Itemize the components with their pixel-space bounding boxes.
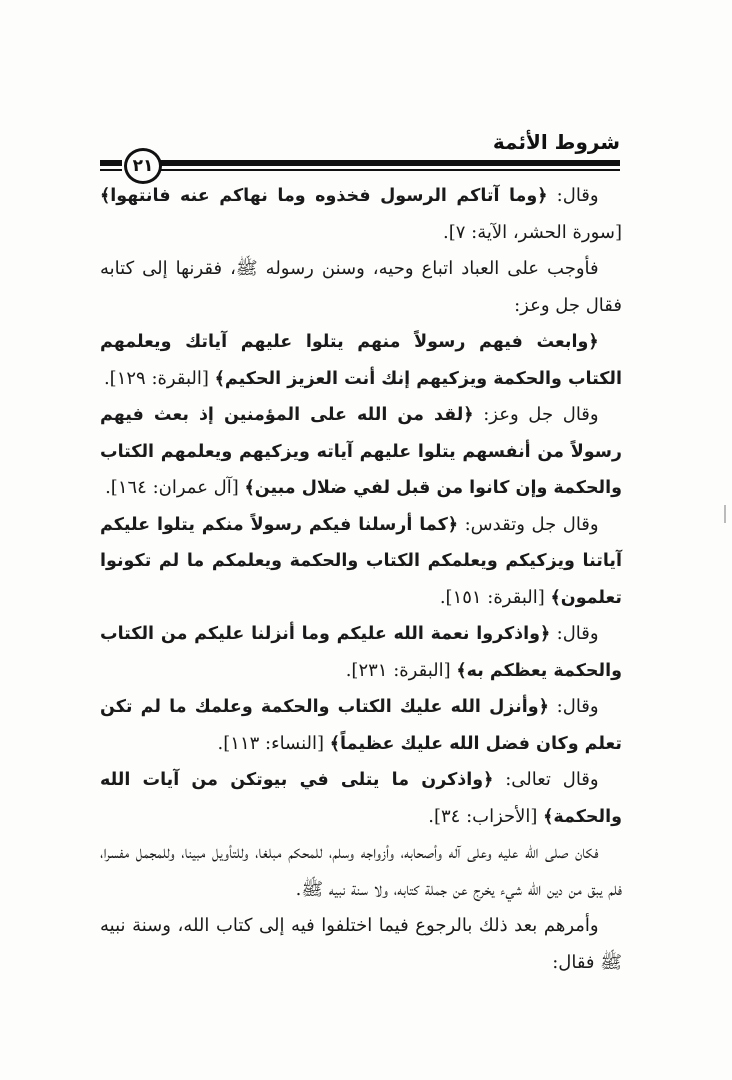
header-rule-left-thin: [100, 169, 122, 171]
paragraph: [100, 178, 622, 251]
paragraph: [100, 689, 622, 762]
paragraph-intro: وقال:: [548, 696, 599, 717]
verse-reference: [النساء: ١١٣].: [217, 732, 330, 754]
quran-verse: ﴿لقد من الله على المؤمنين إذ بعث فيهم رسولاً من أنفسهم يتلوا عليهم آياته ويزكيهم ويعلمهم الكتاب والحكمة وإن كانوا من قبل لفي ضلال مبين﴾: [100, 405, 622, 498]
paragraph: [100, 251, 622, 324]
header-rule-thin: [160, 169, 620, 171]
body-text: [100, 178, 622, 981]
paragraph: [100, 616, 622, 689]
paragraph-intro: وأمرهم بعد ذلك بالرجوع فيما اختلفوا فيه إلى كتاب الله، وسنة نبيه ﷺ فقال:: [100, 915, 622, 973]
paragraph: [100, 835, 622, 908]
scan-mark: [724, 505, 726, 523]
paragraph-intro: فكان صلى الله عليه وعلى آله وأصحابه، وأزواجه وسلم، للمحكم مبلغا، وللتأويل مبينا، وللمجمل مفسرا، فلم يبق من دين الله شيء يخرج عن جملة كتابه، ولا سنة نبيه ﷺ.: [100, 842, 622, 900]
page-header: [100, 124, 620, 184]
header-rule-left-thick: [100, 160, 122, 166]
paragraph-intro: وقال:: [547, 185, 599, 206]
quran-verse: ﴿واذكروا نعمة الله عليكم وما أنزلنا عليكم من الكتاب والحكمة يعظكم به﴾: [100, 624, 622, 681]
header-rule-thick: [160, 160, 620, 166]
verse-reference: [آل عمران: ١٦٤].: [105, 477, 245, 498]
verse-reference: [البقرة: ١٢٩].: [103, 367, 215, 389]
paragraph: [100, 397, 622, 507]
paragraph: [100, 908, 622, 981]
quran-verse: ﴿وأنزل الله عليك الكتاب والحكمة وعلمك ما لم تكن تعلم وكان فضل الله عليك عظيماً﴾: [100, 697, 622, 754]
paragraph: [100, 507, 622, 617]
quran-verse: ﴿وابعث فيهم رسولاً منهم يتلوا عليهم آياتك ويعلمهم الكتاب والحكمة ويزكيهم إنك أنت العزيز الحكيم﴾: [100, 332, 622, 389]
running-title: شروط الأئمة: [492, 130, 620, 154]
quran-verse: ﴿كما أرسلنا فيكم رسولاً منكم يتلوا عليكم آياتنا ويزكيكم ويعلمكم الكتاب والحكمة ويعلمكم ما لم تكونوا تعلمون﴾: [100, 514, 622, 608]
paragraph-intro: وقال:: [550, 623, 599, 644]
verse-reference: [البقرة: ٢٣١].: [345, 659, 457, 681]
page-number: ٢١: [124, 148, 162, 184]
paragraph-intro: فأوجب على العباد اتباع وحيه، وسنن رسوله ﷺ، فقرنها إلى كتابه فقال جل وعز:: [100, 258, 622, 316]
paragraph-intro: وقال تعالى:: [493, 769, 599, 790]
quran-verse: ﴿واذكرن ما يتلى في بيوتكن من آيات الله والحكمة﴾: [100, 770, 622, 827]
paragraph: [100, 324, 622, 397]
quran-verse: ﴿وما آتاكم الرسول فخذوه وما نهاكم عنه فانتهوا﴾: [100, 186, 548, 206]
paragraph-intro: وقال جل وتقدس:: [458, 513, 599, 535]
paragraph-intro: وقال جل وعز:: [473, 404, 599, 425]
paragraph: [100, 762, 622, 835]
verse-reference: [سورة الحشر، الآية: ٧].: [442, 221, 622, 243]
verse-reference: [الأحزاب: ٣٤].: [428, 805, 544, 827]
verse-reference: [البقرة: ١٥١].: [439, 586, 551, 608]
